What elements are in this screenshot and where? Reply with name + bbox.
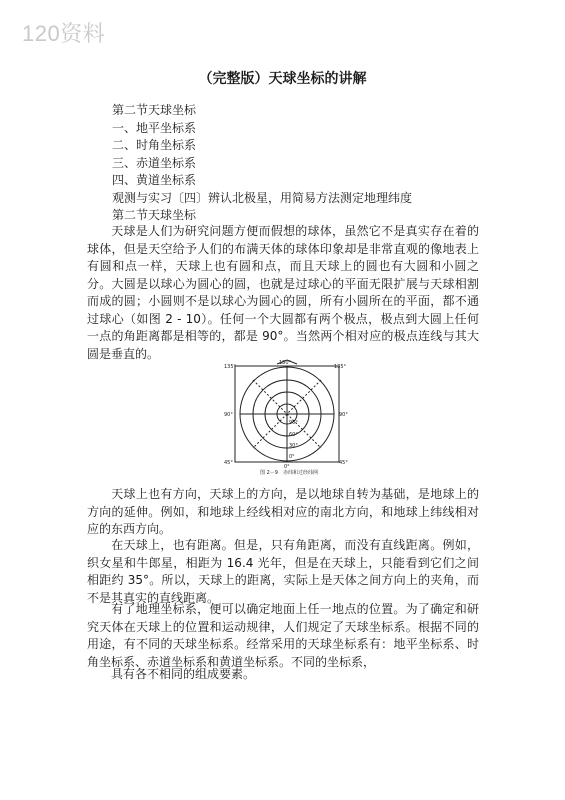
label-bottom-right: 45° bbox=[339, 460, 348, 466]
paragraph-text: 天球是人们为研究问题方便而假想的球体，虽然它不是真实存在着的球体，但是天空给予人们的布满天体的球体印象却是非常直观的像地表上有圆和点一样，天球上也有圆和点，而且天球上的圆也有大圆和小圆之分。大圆是以球心为圆心的圆，也就是过球心的平面无限扩展与天球相割而成的圆；小圆则不是以球心为圆心的圆，所有小圆所在的平面，都不通过球心（如图 2 - 10）。任何一个大圆都有两个极点，极点到大圆上任何一点的角距离都是相等的，都是 90°。当然两个相对应的极点连线与其大圆是垂直的。 bbox=[87, 224, 479, 361]
label-right: 90° bbox=[339, 412, 348, 418]
label-inner-3: 30° bbox=[289, 443, 298, 449]
table-of-contents bbox=[112, 102, 412, 225]
celestial-grid-figure bbox=[222, 358, 352, 476]
celestial-grid-diagram bbox=[222, 358, 352, 476]
paragraph-last-line: 具有各不相同的组成要素。 bbox=[111, 667, 256, 681]
paragraph-text: 在天球上，也有距离。但是，只有角距离，而没有直线距离。例如，织女星和牛郎星，相距为 16.4 光年，但是在天球上，只能看到它们之间相距约 35°。所以，天球上的距离，实际上是天体之间方向上的夹角，而不是其真实的直线距离。 bbox=[87, 538, 479, 605]
toc-item: 观测与实习〔四〕辨认北极星，用简易方法测定地理纬度 bbox=[112, 190, 413, 205]
paragraph bbox=[87, 601, 479, 671]
label-inner-2: 60° bbox=[289, 432, 298, 438]
figure-caption: 图 2－9 赤纬和过经纬网 bbox=[260, 470, 318, 476]
document-title: （完整版）天球坐标的讲解 bbox=[198, 71, 367, 87]
label-left: 90° bbox=[224, 412, 233, 418]
label-bottom: 0° bbox=[284, 464, 290, 470]
label-bottom-left: 45° bbox=[224, 460, 233, 466]
label-top: 180° bbox=[279, 360, 292, 366]
paragraph-text: 有了地理坐标系，便可以确定地面上任一地点的位置。为了确定和研究天体在天球上的位置和运动规律，人们规定了天球坐标系。根据不同的用途，有不同的天球坐标系。经常采用的天球坐标系有：地平坐标系、时角坐标系、赤道坐标系和黄道坐标系。不同的坐标系， bbox=[87, 602, 479, 669]
label-inner-1: 90° bbox=[289, 420, 298, 426]
watermark: 120资料 bbox=[22, 21, 106, 46]
paragraph-text: 天球上也有方向，天球上的方向，是以地球自转为基础，是地球上的方向的延伸。例如，和地球上经线相对应的南北方向，和地球上纬线相对应的东西方向。 bbox=[87, 487, 479, 536]
toc-item: 一、地平坐标系 bbox=[112, 120, 197, 135]
label-top-left: 135° bbox=[224, 364, 237, 370]
paragraph bbox=[87, 486, 479, 539]
label-inner-4: 0° bbox=[289, 454, 295, 460]
toc-item: 第二节天球坐标 bbox=[112, 208, 197, 222]
paragraph bbox=[87, 537, 479, 607]
toc-item: 三、赤道坐标系 bbox=[112, 155, 197, 170]
toc-item: 二、时角坐标系 bbox=[112, 138, 197, 152]
label-top-right: 135° bbox=[334, 364, 347, 370]
paragraph bbox=[87, 223, 479, 363]
toc-item: 四、黄道坐标系 bbox=[112, 173, 197, 187]
toc-item: 第二节天球坐标 bbox=[112, 103, 197, 117]
